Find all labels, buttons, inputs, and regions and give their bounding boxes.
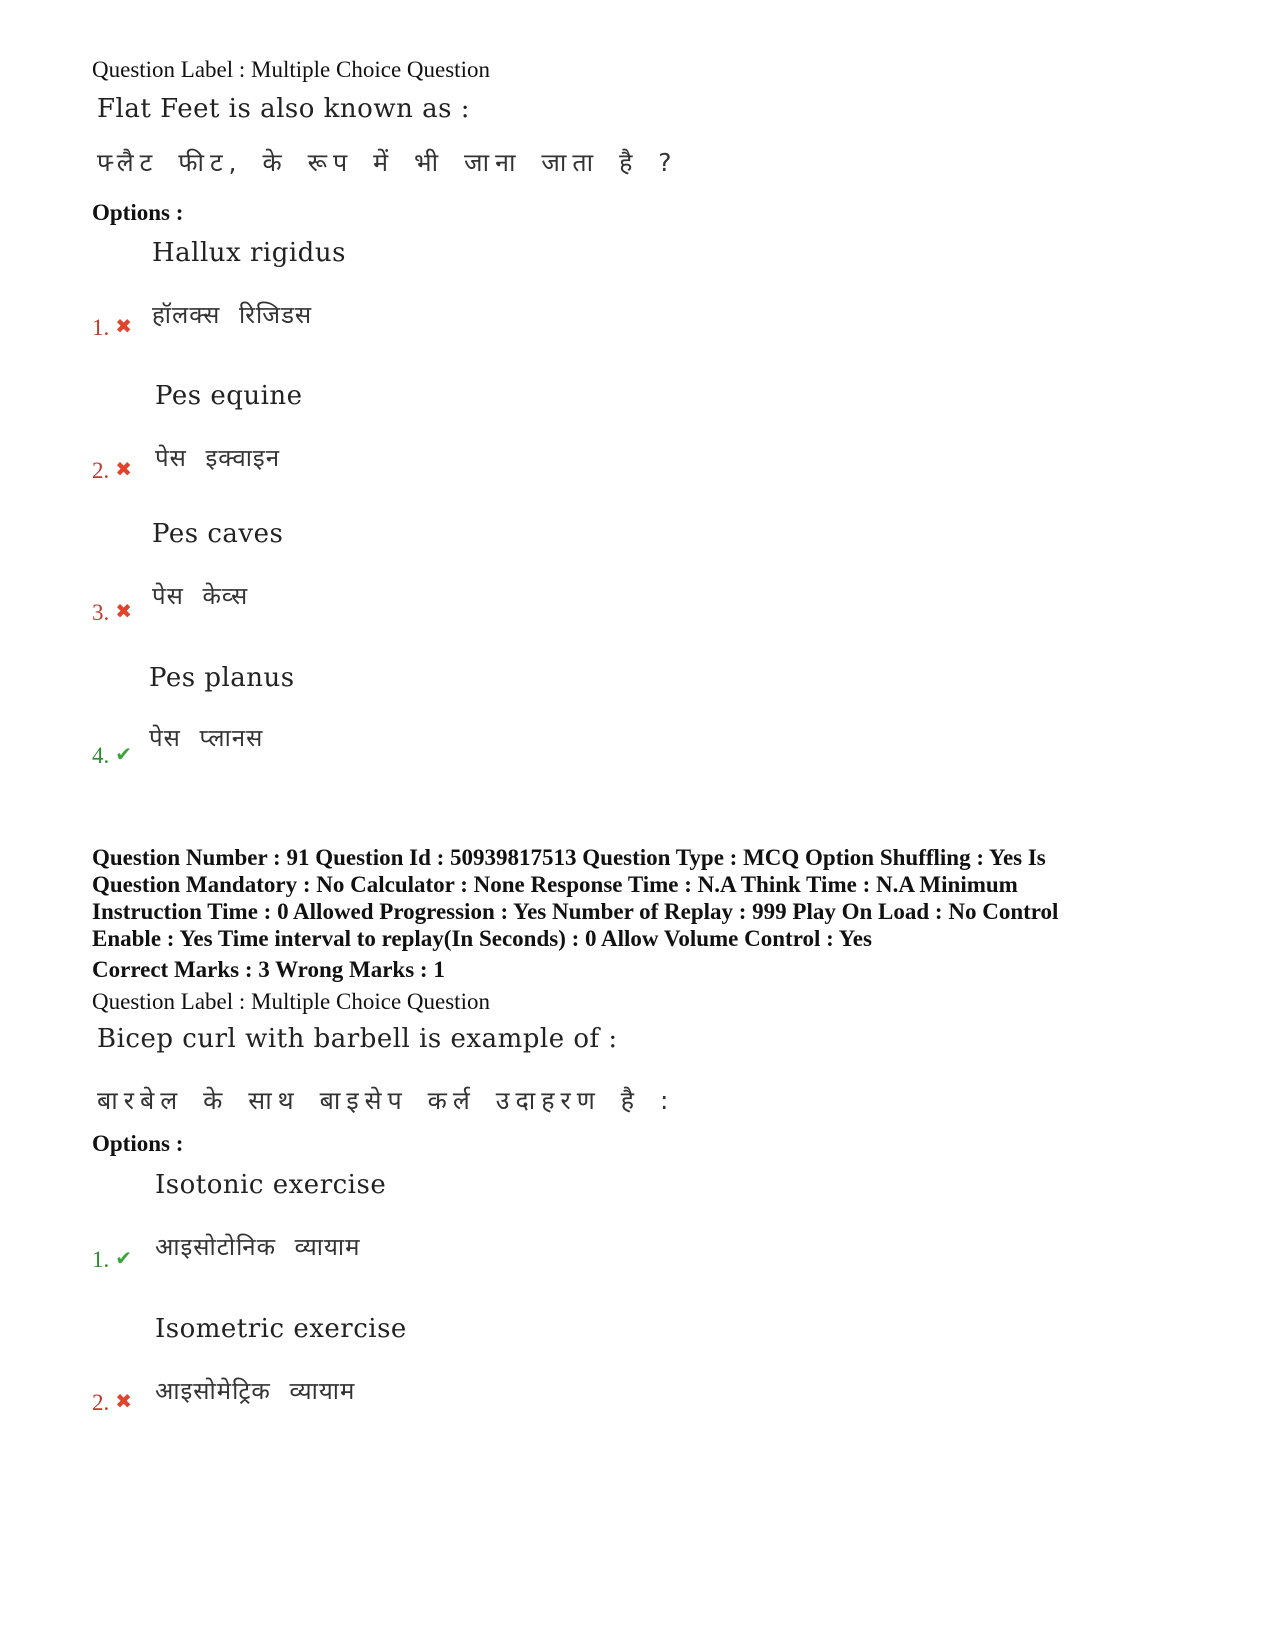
question-text-hi: बारबेल के साथ बाइसेप कर्ल उदाहरण है :: [97, 1086, 675, 1115]
option-2-number: [92, 457, 132, 484]
option-number-label: 2.: [92, 458, 110, 483]
option-4-text-en: Pes planus: [149, 663, 295, 693]
question-text-hi: फ्लैट फीट, के रूप में भी जाना जाता है ?: [97, 148, 678, 177]
option-2-text-hi: आइसोमेट्रिक व्यायाम: [155, 1377, 356, 1405]
cross-icon: ✖: [115, 314, 133, 338]
option-2-text-en: Pes equine: [155, 381, 303, 411]
option-3-text-en: Pes caves: [152, 519, 284, 549]
option-1-number: [92, 314, 132, 341]
option-1-number: [92, 1246, 132, 1273]
option-2-text-en: Isometric exercise: [155, 1314, 407, 1344]
marks-info: Correct Marks : 3 Wrong Marks : 1: [92, 957, 445, 982]
check-icon: ✔: [115, 1246, 133, 1270]
question-label: Question Label : Multiple Choice Question: [92, 57, 490, 82]
option-1-text-hi: हॉलक्स रिजिडस: [152, 301, 313, 329]
option-3-number: [92, 599, 132, 626]
cross-icon: ✖: [115, 1389, 133, 1413]
cross-icon: ✖: [115, 599, 133, 623]
option-4-text-hi: पेस प्लानस: [149, 724, 264, 752]
option-3-text-hi: पेस केव्स: [152, 582, 249, 610]
option-number-label: 2.: [92, 1390, 110, 1415]
option-number-label: 3.: [92, 600, 110, 625]
option-2-text-hi: पेस इक्वाइन: [155, 444, 281, 472]
option-1-text-hi: आइसोटोनिक व्यायाम: [155, 1233, 361, 1261]
option-1-text-en: Hallux rigidus: [152, 238, 346, 268]
cross-icon: ✖: [115, 457, 133, 481]
question-label: Question Label : Multiple Choice Question: [92, 989, 490, 1014]
option-4-number: [92, 742, 132, 769]
option-number-label: 1.: [92, 1247, 110, 1272]
option-2-number: [92, 1389, 132, 1416]
options-heading: Options :: [92, 1131, 184, 1156]
option-number-label: 4.: [92, 743, 110, 768]
option-1-text-en: Isotonic exercise: [155, 1170, 387, 1200]
question-text-en: Flat Feet is also known as :: [97, 94, 470, 124]
check-icon: ✔: [115, 742, 133, 766]
option-number-label: 1.: [92, 315, 110, 340]
question-metadata: Question Number : 91 Question Id : 50939817513 Question Type : MCQ Option Shuffling : Yes Is Question Mandatory : No Calculator : None Response Time : N.A Think Time : N.A Minimum Instruction Time : 0 Allowed Progression : Yes Number of Replay : 999 Play On Load : No Control Enable : Yes Time interval to replay(In Seconds) : 0 Allow Volume Control : Yes: [92, 845, 1059, 951]
options-heading: Options :: [92, 200, 184, 225]
question-text-en: Bicep curl with barbell is example of :: [97, 1024, 618, 1054]
